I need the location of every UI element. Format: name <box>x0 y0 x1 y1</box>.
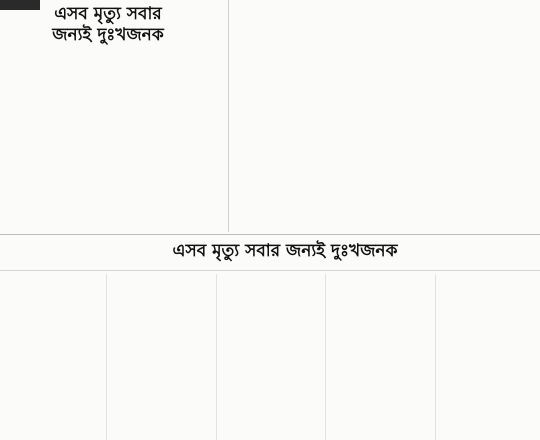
body-text-line <box>12 169 217 176</box>
body-text-line <box>12 226 217 232</box>
body-text-line <box>442 292 536 299</box>
body-text-line <box>223 374 317 381</box>
body-text-line <box>113 410 207 417</box>
body-text-line <box>442 392 536 399</box>
body-text-line <box>442 301 536 308</box>
body-text-line <box>332 383 426 390</box>
body-text-line <box>442 319 536 326</box>
body-text-line <box>332 319 426 326</box>
upper-headline <box>8 4 208 46</box>
body-text-line <box>332 429 426 436</box>
body-text-line <box>223 383 317 390</box>
body-text-line <box>113 292 207 299</box>
body-text-line <box>12 94 217 101</box>
body-text-line <box>4 340 98 347</box>
body-text-line <box>442 283 536 290</box>
body-text-line <box>113 383 207 390</box>
body-text-line <box>332 347 426 354</box>
body-text-line <box>113 274 207 281</box>
body-text-line <box>12 151 217 158</box>
body-text-line <box>223 420 317 427</box>
article-column-4 <box>325 274 426 440</box>
body-text-line <box>4 385 98 392</box>
body-text-line <box>113 392 207 399</box>
body-text-line <box>113 420 207 427</box>
body-text-line <box>332 292 426 299</box>
body-text-line <box>332 310 426 317</box>
upper-article-body <box>12 66 217 232</box>
body-text-line <box>223 338 317 345</box>
body-text-line <box>442 365 536 372</box>
body-text-line <box>332 283 426 290</box>
body-text-line <box>332 338 426 345</box>
body-text-line <box>442 401 536 408</box>
body-text-line <box>442 410 536 417</box>
body-text-line <box>113 347 207 354</box>
body-text-line <box>332 329 426 336</box>
body-text-line <box>4 285 98 292</box>
body-text-line <box>442 347 536 354</box>
body-text-line <box>442 274 536 281</box>
body-text-line <box>223 329 317 336</box>
body-text-line <box>442 329 536 336</box>
body-text-line <box>113 310 207 317</box>
body-text-line <box>12 160 217 167</box>
body-text-line <box>223 392 317 399</box>
column-rule <box>228 0 229 232</box>
body-text-line <box>332 410 426 417</box>
body-text-line <box>442 374 536 381</box>
body-text-line <box>4 403 98 410</box>
article-column-2 <box>106 274 207 440</box>
body-text-line <box>4 394 98 401</box>
body-text-line <box>113 301 207 308</box>
body-text-line <box>332 374 426 381</box>
body-text-line <box>4 321 98 328</box>
lower-article-columns <box>4 274 536 440</box>
body-text-line <box>12 141 217 148</box>
body-text-line <box>12 179 217 186</box>
upper-headline-line-1: এসব মৃত্যু সবার <box>54 4 162 24</box>
body-text-line <box>223 301 317 308</box>
body-text-line <box>442 420 536 427</box>
body-text-line <box>4 349 98 356</box>
article-column-5 <box>435 274 536 440</box>
upper-headline-line-2: জন্যই দুঃখজনক <box>52 25 164 45</box>
body-text-line <box>113 356 207 363</box>
body-text-line <box>442 310 536 317</box>
body-text-line <box>223 274 317 281</box>
article-divider <box>0 234 540 235</box>
body-text-line <box>223 292 317 299</box>
body-text-line <box>223 347 317 354</box>
body-text-line <box>113 283 207 290</box>
body-text-line <box>12 122 217 129</box>
upper-article <box>0 0 225 232</box>
body-text-line <box>332 365 426 372</box>
body-text-line <box>332 356 426 363</box>
body-text-line <box>332 274 426 281</box>
body-text-line <box>442 383 536 390</box>
body-text-line <box>442 429 536 436</box>
body-text-line <box>442 356 536 363</box>
body-text-line <box>223 310 317 317</box>
body-text-line <box>4 358 98 365</box>
body-text-line <box>113 365 207 372</box>
body-text-line <box>12 66 217 73</box>
body-text-line <box>113 329 207 336</box>
body-text-line <box>4 376 98 383</box>
body-text-line <box>332 401 426 408</box>
article-column-1 <box>4 274 98 440</box>
body-text-line <box>12 75 217 82</box>
body-text-line <box>12 113 217 120</box>
body-text-line <box>4 412 98 419</box>
body-text-line <box>4 276 98 283</box>
body-text-line <box>4 303 98 310</box>
body-text-line <box>12 85 217 92</box>
body-text-line <box>12 197 217 204</box>
body-text-line <box>4 422 98 429</box>
body-text-line <box>113 401 207 408</box>
body-text-line <box>223 429 317 436</box>
body-text-line <box>12 188 217 195</box>
body-text-line <box>223 319 317 326</box>
body-text-line <box>223 365 317 372</box>
body-text-line <box>4 312 98 319</box>
body-text-line <box>4 367 98 374</box>
body-text-line <box>223 283 317 290</box>
body-text-line <box>332 301 426 308</box>
body-text-line <box>12 216 217 223</box>
body-text-line <box>4 294 98 301</box>
body-text-line <box>113 374 207 381</box>
lower-headline: এসব মৃত্যু সবার জন্যই দুঃখজনক <box>172 241 398 261</box>
body-text-line <box>113 319 207 326</box>
body-text-line <box>12 207 217 214</box>
headline-rule <box>0 270 540 271</box>
article-column-3 <box>216 274 317 440</box>
body-text-line <box>4 331 98 338</box>
body-text-line <box>442 338 536 345</box>
body-text-line <box>113 338 207 345</box>
body-text-line <box>332 392 426 399</box>
body-text-line <box>223 356 317 363</box>
body-text-line <box>223 410 317 417</box>
body-text-line <box>12 104 217 111</box>
body-text-line <box>12 132 217 139</box>
body-text-line <box>113 429 207 436</box>
body-text-line <box>223 401 317 408</box>
body-text-line <box>332 420 426 427</box>
